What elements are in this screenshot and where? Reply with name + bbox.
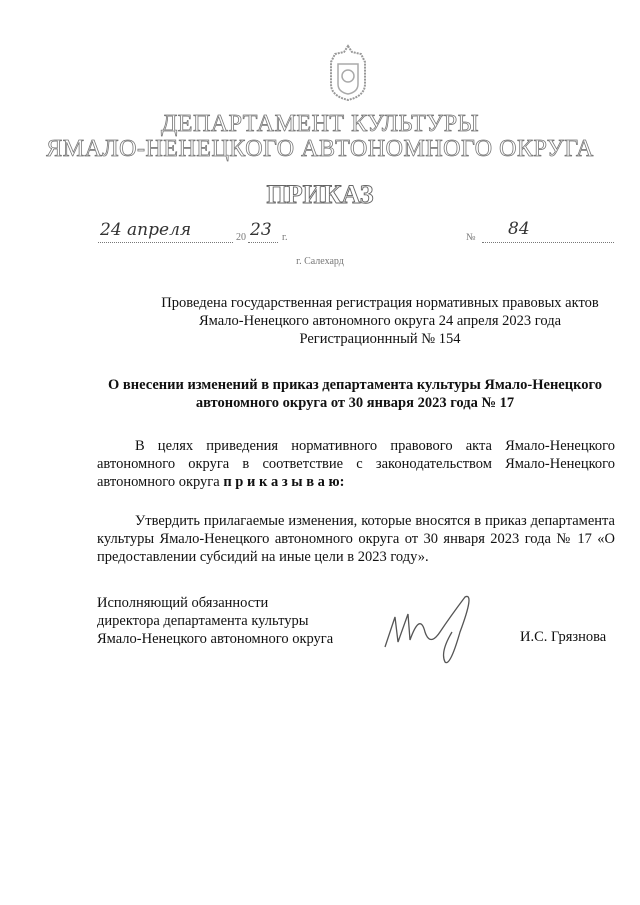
registration-line1: Проведена государственная регистрация нормативных правовых актов [161, 295, 599, 311]
year-field [248, 220, 278, 243]
order-title-line2: автономного округа от 30 января 2023 года № 17 [195, 395, 515, 411]
year-mark: г. [282, 232, 288, 243]
signatory-name: И.С. Грязнова [520, 629, 607, 645]
registration-line2: Ямало-Ненецкого автономного округа 24 апреля 2023 года [198, 313, 562, 329]
department-name-line1: ДЕПАРТАМЕНТ КУЛЬТУРЫ [160, 111, 480, 137]
position-line2: директора департамента культуры [97, 613, 309, 629]
year-prefix: 20 [236, 232, 246, 243]
order-number: 84 [508, 219, 530, 239]
position-line1: Исполняющий обязанности [97, 595, 269, 611]
order-verb: п р и к а з ы в а ю: [223, 474, 345, 490]
order-title [95, 376, 615, 412]
handwritten-signature-icon [380, 592, 480, 672]
date-day-month: 24 апреля [100, 220, 192, 240]
number-sign: № [466, 232, 476, 243]
registration-note [110, 294, 640, 348]
city: г. Салехард [296, 256, 344, 267]
position-line3: Ямало-Ненецкого автономного округа [97, 631, 334, 647]
registration-line3: Регистрационнный № 154 [299, 331, 461, 347]
date-field [98, 220, 233, 243]
coat-of-arms-emblem-icon [325, 44, 371, 102]
body-paragraph-2: Утвердить прилагаемые изменения, которые вносятся в приказ департамента культуры Ямало-Ненецкого автономного округа от 30 января 2023 года № 17 «О предоставлении субсидий на иные цели в 2023 году». [97, 513, 615, 565]
body-paragraph-1 [97, 437, 615, 491]
body-paragraph-1-text: В целях приведения нормативного правового акта Ямало-Ненецкого автономного округа в соответствие с законодательством Ямало-Ненецкого автономного округа [97, 438, 615, 490]
number-field [482, 219, 614, 243]
document-type-title: ПРИКАЗ [266, 180, 374, 209]
order-title-line1: О внесении изменений в приказ департамента культуры Ямало-Ненецкого [108, 377, 602, 393]
signatory-position [97, 594, 333, 648]
department-name-line2: ЯМАЛО-НЕНЕЦКОГО АВТОНОМНОГО ОКРУГА [46, 136, 594, 162]
year-suffix: 23 [250, 220, 272, 240]
